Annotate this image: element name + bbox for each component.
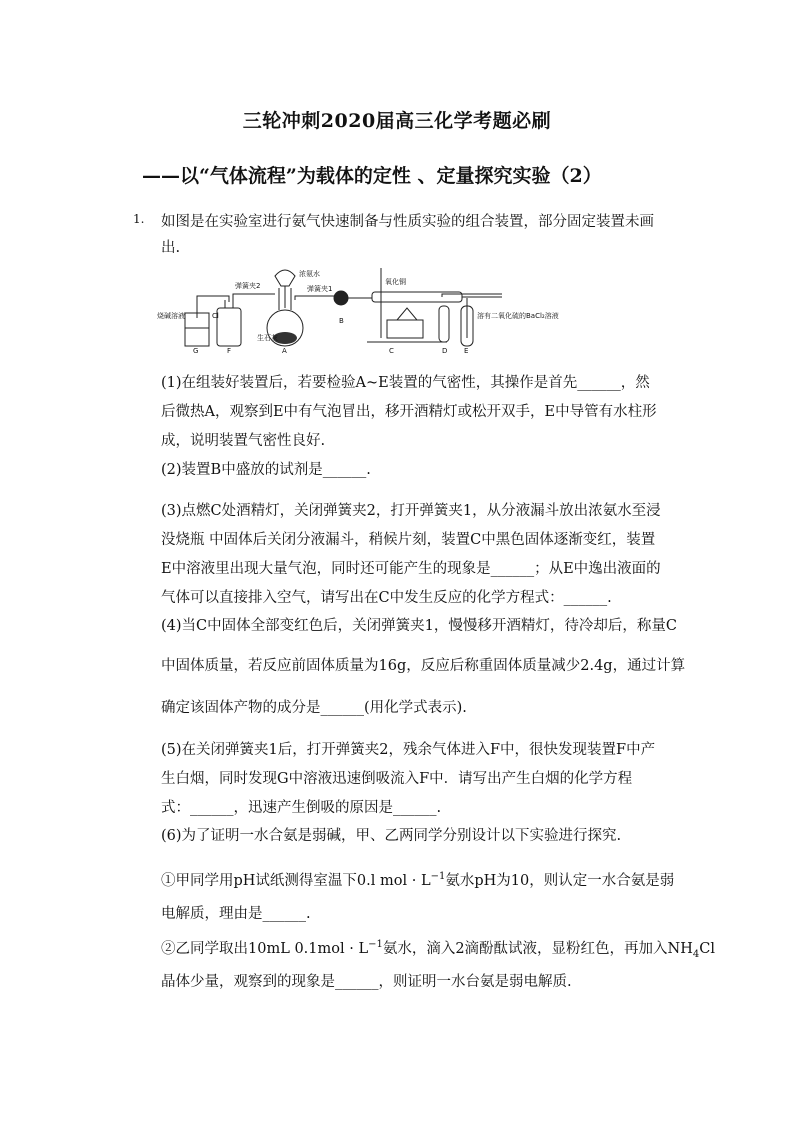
part-6b-superscript: −1 [368,939,383,951]
bottle-f [217,308,241,346]
part-6b-subscript: 4 [692,948,700,960]
dropping-funnel [275,270,295,286]
label-c: C [389,347,394,355]
part-6a-post: 氨水pH为10，则认定一水合氨是弱 [445,873,675,889]
apparatus-diagram [157,258,657,358]
part-2: (2)装置B中盛放的试剂是______. [161,462,371,478]
label-cl2: Cl [212,312,219,320]
document-title: 三轮冲刺2020届高三化学考题必刷 [242,110,552,132]
question-stem: 如图是在实验室进行氨气快速制备与性质实验的组合装置，部分固定装置未画出. [161,214,654,256]
label-naoh: 烧碱溶液 [157,312,185,320]
label-b: B [339,317,344,325]
label-e: E [464,347,469,355]
part-6: (6)为了证明一水合氨是弱碱，甲、乙两同学分别设计以下实验进行探究. [161,828,622,844]
part-4-line-3: 确定该固体产物的成分是______(用化学式表示). [161,700,467,716]
part-5: (5)在关闭弹簧夹1后，打开弹簧夹2，残余气体进入F中，很快发现装置F中产生白烟，同时发现G中溶液迅速倒吸流入F中．请写出产生白烟的化学方程式：______，迅速产生倒吸的原因是______. [161,742,656,816]
part-6b-pre: ②乙同学取出10mL 0.1mol · L [161,941,369,957]
part-6b-line-2: 晶体少量，观察到的现象是______，则证明一水台氨是弱电解质. [161,974,572,990]
label-f: F [227,347,232,355]
part-3: (3)点燃C处酒精灯，关闭弹簧夹2，打开弹簧夹1，从分液漏斗放出浓氨水至浸没烧瓶 中固体后关闭分液漏斗，稍候片刻，装置C中黑色固体逐渐变红，装置E中溶液里出现大量气泡，同时还可能产生的现象是______；从E中逸出液面的气体可以直接排入空气，请写出在C中发生反应的化学方程式：______. [161,503,661,606]
part-6a-line-2: 电解质，理由是______. [161,906,311,922]
part-6b-mid: 氨水，滴入2滴酚酞试液，显粉红色，再加入NH [382,941,693,957]
part-1: (1)在组装好装置后，若要检验A~E装置的气密性，其操作是首先______，然后微热A，观察到E中有气泡冒出，移开酒精灯或松开双手，E中导管有水柱形成，说明装置气密性良好. [161,375,657,449]
part-6b-post: Cl [699,941,715,957]
label-a: A [282,347,287,355]
question-number: 1. [133,212,145,226]
label-d: D [442,347,448,355]
part-4-line-1: (4)当C中固体全部变红色后，关闭弹簧夹1，慢慢移开酒精灯，待冷却后，称量C [161,618,677,634]
label-lime: 生石灰 [257,334,278,342]
drying-tube-b [334,291,348,305]
part-6a-line-1 [161,869,674,890]
part-6b-line-1 [161,937,715,960]
tube-d [439,306,449,342]
part-6a-superscript: −1 [430,871,446,883]
part-4-line-2: 中固体质量，若反应前固体质量为16g，反应后称重固体质量减少2.4g，通过计算 [161,658,686,674]
label-copper-oxide: 氧化铜 [385,278,406,286]
label-clamp2: 弹簧夹2 [235,282,261,290]
document-subtitle: ——以“气体流程”为载体的定性 、定量探究实验（2） [142,165,602,187]
label-so2-bacl2: 溶有二氧化硫的BaCl₂溶液 [477,312,559,320]
part-6a-pre: ①甲同学用pH试纸测得室温下0.l mol · L [161,873,431,889]
label-ammonia: 浓氨水 [299,270,320,278]
label-g: G [193,347,199,355]
alcohol-lamp [397,308,417,320]
label-clamp1: 弹簧夹1 [307,285,333,293]
